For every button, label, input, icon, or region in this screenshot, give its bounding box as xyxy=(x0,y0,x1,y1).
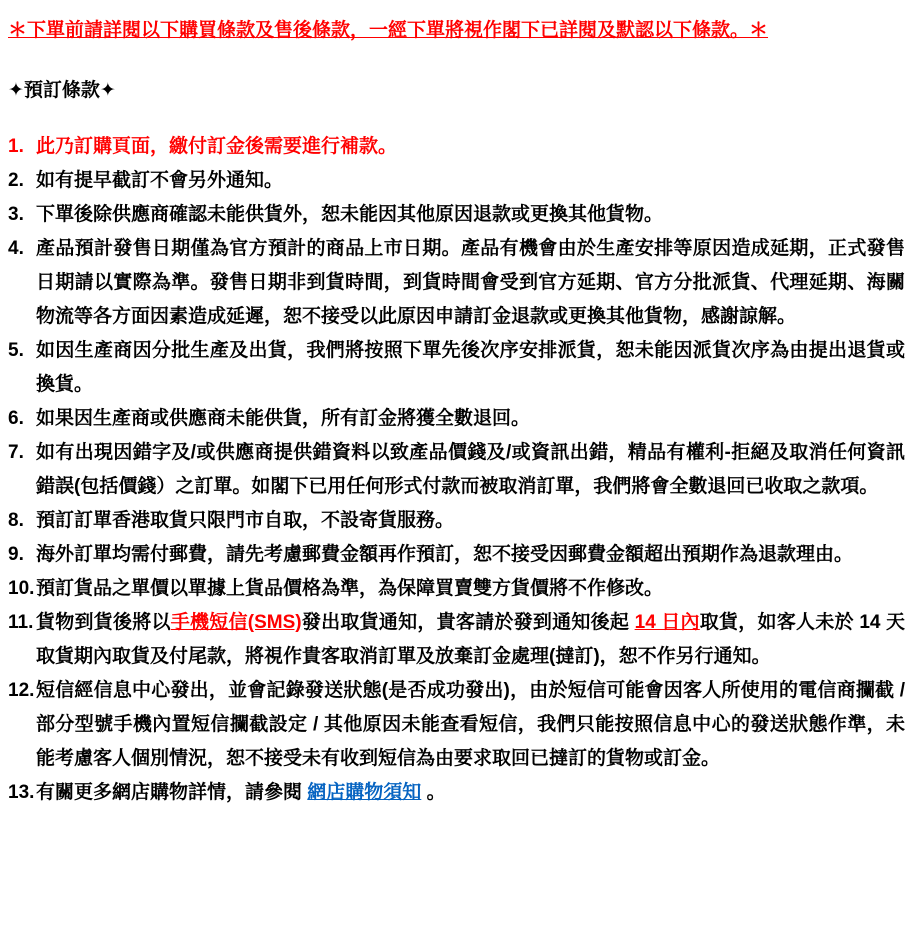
terms-list xyxy=(8,130,905,810)
term-text xyxy=(36,334,905,402)
section-title: ✦預訂條款✦ xyxy=(8,80,116,101)
term-number: 3. xyxy=(8,204,24,225)
term-item-9 xyxy=(8,538,905,572)
text-segment: 取貨，如客人未於 14 天取貨期內取貨及付尾款，將視作貴客取消訂單及放棄訂金處理(撻訂)，恕不作另行通知。 xyxy=(36,612,905,667)
text-segment: 如有出現因錯字及/或供應商提供錯資料以致產品價錢及/或資訊出錯，精品有權利-拒絕及取消任何資訊錯誤(包括價錢）之訂單。如閣下已用任何形式付款而被取消訂單，我們將會全數退回已收取之款項。 xyxy=(36,442,905,497)
text-segment: 。 xyxy=(421,782,446,803)
term-item-2 xyxy=(8,164,905,198)
text-segment: 如有提早截訂不會另外通知。 xyxy=(36,170,284,191)
sms-highlight: 手機短信(SMS) xyxy=(170,612,302,633)
term-item-3 xyxy=(8,198,905,232)
text-segment: 如果因生產商或供應商未能供貨，所有訂金將獲全數退回。 xyxy=(36,408,531,429)
term-number: 9. xyxy=(8,544,24,565)
text-segment: 此乃訂購頁面，繳付訂金後需要進行補款。 xyxy=(36,136,398,157)
term-text xyxy=(36,198,905,232)
term-number: 1. xyxy=(8,136,24,157)
term-text xyxy=(36,538,905,572)
term-number: 10. xyxy=(8,578,35,599)
text-segment: 海外訂單均需付郵費，請先考慮郵費金額再作預訂，恕不接受因郵費金額超出預期作為退款理由。 xyxy=(36,544,854,565)
shop-guide-link[interactable]: 網店購物須知 xyxy=(307,782,422,803)
header-warning: ＊下單前請詳閱以下購買條款及售後條款，一經下單將視作閣下已詳閱及默認以下條款。＊ xyxy=(8,20,769,41)
pickup-deadline-highlight: 14 日內 xyxy=(634,612,700,633)
text-segment: 發出取貨通知，貴客請於發到通知後起 xyxy=(301,612,635,633)
term-number: 5. xyxy=(8,340,24,361)
term-text xyxy=(36,504,905,538)
term-item-10 xyxy=(8,572,905,606)
text-segment: 貨物到貨後將以 xyxy=(36,612,171,633)
term-item-11 xyxy=(8,606,905,674)
term-text xyxy=(36,232,905,334)
term-text xyxy=(36,572,905,606)
term-text xyxy=(36,776,905,810)
term-item-1 xyxy=(8,130,905,164)
term-number: 6. xyxy=(8,408,24,429)
term-number: 12. xyxy=(8,680,35,701)
text-segment: 短信經信息中心發出，並會記錄發送狀態(是否成功發出)，由於短信可能會因客人所使用的電信商攔截 / 部分型號手機內置短信攔截設定 / 其他原因未能查看短信，我們只能按照信息中心的發送狀態作準，未能考慮客人個別情況，恕不接受未有收到短信為由要求取回已撻訂的貨物或訂金。 xyxy=(36,680,905,769)
text-segment: 如因生產商因分批生產及出貨，我們將按照下單先後次序安排派貨，恕未能因派貨次序為由提出退貨或換貨。 xyxy=(36,340,905,395)
term-number: 11. xyxy=(8,612,34,633)
term-text xyxy=(36,402,905,436)
term-item-4 xyxy=(8,232,905,334)
term-item-6 xyxy=(8,402,905,436)
term-number: 7. xyxy=(8,442,24,463)
term-number: 4. xyxy=(8,238,24,259)
text-segment: 預訂貨品之單價以單據上貨品價格為準，為保障買賣雙方貨價將不作修改。 xyxy=(36,578,664,599)
term-number: 2. xyxy=(8,170,24,191)
term-item-5 xyxy=(8,334,905,402)
text-segment: 下單後除供應商確認未能供貨外，恕未能因其他原因退款或更換其他貨物。 xyxy=(36,204,664,225)
term-text xyxy=(36,130,905,164)
term-text xyxy=(36,606,905,674)
text-segment: 有關更多網店購物詳情，請參閱 xyxy=(36,782,308,803)
term-item-13 xyxy=(8,776,905,810)
term-text xyxy=(36,164,905,198)
term-number: 13. xyxy=(8,782,35,803)
term-item-8 xyxy=(8,504,905,538)
term-text xyxy=(36,436,905,504)
text-segment: 產品預計發售日期僅為官方預計的商品上市日期。產品有機會由於生產安排等原因造成延期，正式發售日期請以實際為準。發售日期非到貨時間，到貨時間會受到官方延期、官方分批派貨、代理延期、海關物流等各方面因素造成延遲，恕不接受以此原因申請訂金退款或更換其他貨物，感謝諒解。 xyxy=(36,238,905,327)
term-text xyxy=(36,674,905,776)
term-number: 8. xyxy=(8,510,24,531)
term-item-12 xyxy=(8,674,905,776)
term-item-7 xyxy=(8,436,905,504)
text-segment: 預訂訂單香港取貨只限門市自取，不設寄貨服務。 xyxy=(36,510,455,531)
